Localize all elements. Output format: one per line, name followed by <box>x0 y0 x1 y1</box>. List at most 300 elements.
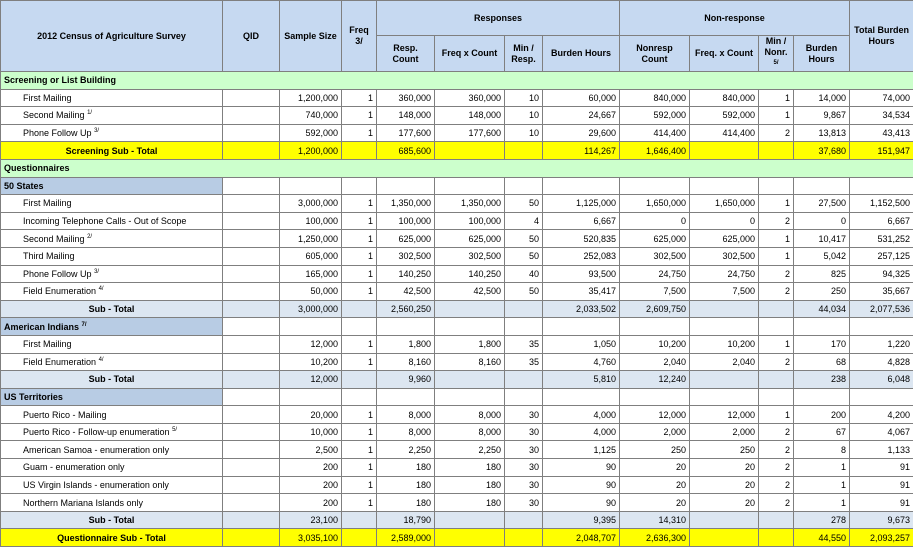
row-label <box>1 371 223 389</box>
value-cell: 180 <box>377 459 435 477</box>
value-cell <box>435 529 505 547</box>
section-label: 50 States <box>4 180 44 191</box>
value-cell: 91 <box>850 459 913 477</box>
value-cell: 30 <box>505 423 543 441</box>
footnote-ref: 3/ <box>94 128 100 135</box>
empty-cell <box>223 177 280 195</box>
value-cell: 7,500 <box>620 283 690 301</box>
value-cell: 12,000 <box>280 371 342 389</box>
value-cell: 90 <box>543 459 620 477</box>
value-cell: 180 <box>435 494 505 512</box>
value-cell <box>759 142 794 160</box>
table-row <box>1 335 913 353</box>
value-cell: 9,867 <box>794 107 850 125</box>
section-header <box>1 388 223 406</box>
value-cell <box>690 529 759 547</box>
value-cell: 1,125 <box>543 441 620 459</box>
qid-cell <box>223 406 280 424</box>
empty-cell <box>759 177 794 195</box>
row-label-text: First Mailing <box>23 339 72 350</box>
table-row <box>1 159 913 177</box>
empty-cell <box>280 318 342 336</box>
value-cell: 10,200 <box>690 335 759 353</box>
empty-cell <box>435 388 505 406</box>
value-cell: 12,000 <box>280 335 342 353</box>
value-cell: 1 <box>342 107 377 125</box>
qid-cell <box>223 300 280 318</box>
footnote-ref: 7/ <box>81 321 87 328</box>
value-cell: 2,040 <box>620 353 690 371</box>
value-cell: 151,947 <box>850 142 913 160</box>
value-cell: 148,000 <box>377 107 435 125</box>
value-cell: 2 <box>759 494 794 512</box>
value-cell: 200 <box>280 476 342 494</box>
row-label-text: First Mailing <box>23 198 72 209</box>
value-cell: 90 <box>543 494 620 512</box>
value-cell: 35 <box>505 353 543 371</box>
empty-cell <box>690 177 759 195</box>
value-cell: 2,077,536 <box>850 300 913 318</box>
value-cell: 1,650,000 <box>690 195 759 213</box>
value-cell: 90 <box>543 476 620 494</box>
band-header: Screening or List Building <box>1 72 913 90</box>
value-cell: 1 <box>342 459 377 477</box>
row-label <box>1 353 223 371</box>
row-label <box>1 494 223 512</box>
value-cell <box>505 142 543 160</box>
value-cell: 1 <box>759 89 794 107</box>
value-cell: 1 <box>794 476 850 494</box>
value-cell: 625,000 <box>690 230 759 248</box>
value-cell: 140,250 <box>377 265 435 283</box>
qid-cell <box>223 335 280 353</box>
table-row <box>1 300 913 318</box>
value-cell: 531,252 <box>850 230 913 248</box>
value-cell: 27,500 <box>794 195 850 213</box>
col-header-qid: QID <box>223 1 280 72</box>
row-label <box>1 283 223 301</box>
value-cell: 24,750 <box>690 265 759 283</box>
footnote-ref: 2/ <box>87 233 93 240</box>
empty-cell <box>794 388 850 406</box>
value-cell <box>505 529 543 547</box>
value-cell: 1,200,000 <box>280 142 342 160</box>
empty-cell <box>690 388 759 406</box>
value-cell <box>759 511 794 529</box>
value-cell: 10,000 <box>280 423 342 441</box>
row-label <box>1 476 223 494</box>
value-cell: 30 <box>505 494 543 512</box>
value-cell: 2 <box>759 441 794 459</box>
value-cell: 2 <box>759 476 794 494</box>
value-cell: 10,200 <box>280 353 342 371</box>
value-cell: 1,152,500 <box>850 195 913 213</box>
value-cell: 1,250,000 <box>280 230 342 248</box>
qid-cell <box>223 476 280 494</box>
row-label-text: Sub - Total <box>88 374 135 385</box>
value-cell: 2,250 <box>435 441 505 459</box>
value-cell: 30 <box>505 459 543 477</box>
value-cell <box>759 300 794 318</box>
value-cell: 2,048,707 <box>543 529 620 547</box>
value-cell: 35,417 <box>543 283 620 301</box>
value-cell: 8,000 <box>435 423 505 441</box>
value-cell: 3,035,100 <box>280 529 342 547</box>
empty-cell <box>794 177 850 195</box>
value-cell: 257,125 <box>850 247 913 265</box>
row-label-text: First Mailing <box>23 92 72 103</box>
row-label <box>1 335 223 353</box>
value-cell <box>342 511 377 529</box>
value-cell: 1 <box>342 335 377 353</box>
value-cell: 44,550 <box>794 529 850 547</box>
row-label-text: Phone Follow Up <box>23 128 92 139</box>
value-cell: 14,310 <box>620 511 690 529</box>
value-cell: 1,125,000 <box>543 195 620 213</box>
row-label-text: Puerto Rico - Mailing <box>23 409 107 420</box>
row-label-text: American Samoa - enumeration only <box>23 444 170 455</box>
value-cell: 1 <box>342 353 377 371</box>
empty-cell <box>543 177 620 195</box>
value-cell: 6,667 <box>850 212 913 230</box>
table-row <box>1 476 913 494</box>
value-cell: 238 <box>794 371 850 389</box>
value-cell: 4,760 <box>543 353 620 371</box>
value-cell <box>690 371 759 389</box>
value-cell: 50 <box>505 230 543 248</box>
row-label-text: Field Enumeration <box>23 356 97 367</box>
value-cell: 302,500 <box>435 247 505 265</box>
table-row <box>1 441 913 459</box>
value-cell: 1 <box>342 212 377 230</box>
value-cell: 20 <box>690 459 759 477</box>
value-cell: 2,636,300 <box>620 529 690 547</box>
qid-cell <box>223 89 280 107</box>
value-cell: 37,680 <box>794 142 850 160</box>
value-cell: 1 <box>342 195 377 213</box>
value-cell: 24,750 <box>620 265 690 283</box>
value-cell: 1 <box>342 494 377 512</box>
value-cell: 592,000 <box>620 107 690 125</box>
empty-cell <box>377 388 435 406</box>
value-cell: 1,350,000 <box>377 195 435 213</box>
qid-cell <box>223 230 280 248</box>
row-label-text: Northern Mariana Islands only <box>23 497 144 508</box>
value-cell: 1,650,000 <box>620 195 690 213</box>
value-cell: 1,800 <box>435 335 505 353</box>
value-cell: 2 <box>759 212 794 230</box>
qid-cell <box>223 283 280 301</box>
value-cell: 0 <box>620 212 690 230</box>
row-label <box>1 265 223 283</box>
value-cell: 825 <box>794 265 850 283</box>
value-cell: 20 <box>690 494 759 512</box>
table-row <box>1 353 913 371</box>
value-cell: 0 <box>690 212 759 230</box>
footnote-ref: 1/ <box>87 110 93 117</box>
value-cell: 91 <box>850 476 913 494</box>
col-header-freq-x-count-nr: Freq. x Count <box>690 36 759 72</box>
empty-cell <box>377 318 435 336</box>
value-cell: 0 <box>794 212 850 230</box>
value-cell <box>342 529 377 547</box>
value-cell: 4,000 <box>543 406 620 424</box>
value-cell: 42,500 <box>377 283 435 301</box>
value-cell: 1,350,000 <box>435 195 505 213</box>
value-cell: 2,609,750 <box>620 300 690 318</box>
value-cell: 35 <box>505 335 543 353</box>
value-cell: 2,040 <box>690 353 759 371</box>
value-cell: 360,000 <box>377 89 435 107</box>
empty-cell <box>505 388 543 406</box>
row-label <box>1 107 223 125</box>
col-header-survey: 2012 Census of Agriculture Survey <box>1 1 223 72</box>
col-header-nonresp-count: Nonresp Count <box>620 36 690 72</box>
qid-cell <box>223 371 280 389</box>
section-label: US Territories <box>4 391 63 402</box>
value-cell: 10 <box>505 89 543 107</box>
empty-cell <box>620 388 690 406</box>
value-cell: 520,835 <box>543 230 620 248</box>
value-cell: 40 <box>505 265 543 283</box>
qid-cell <box>223 107 280 125</box>
table-row <box>1 230 913 248</box>
row-label <box>1 212 223 230</box>
value-cell: 20 <box>690 476 759 494</box>
qid-cell <box>223 247 280 265</box>
table-row <box>1 283 913 301</box>
value-cell: 8,000 <box>377 406 435 424</box>
value-cell: 302,500 <box>690 247 759 265</box>
value-cell: 2 <box>759 423 794 441</box>
qid-cell <box>223 459 280 477</box>
value-cell: 360,000 <box>435 89 505 107</box>
empty-cell <box>620 318 690 336</box>
value-cell: 7,500 <box>690 283 759 301</box>
value-cell: 250 <box>794 283 850 301</box>
value-cell: 592,000 <box>280 124 342 142</box>
value-cell: 12,240 <box>620 371 690 389</box>
value-cell: 605,000 <box>280 247 342 265</box>
value-cell <box>435 300 505 318</box>
empty-cell <box>759 318 794 336</box>
value-cell: 740,000 <box>280 107 342 125</box>
empty-cell <box>850 388 913 406</box>
value-cell: 20 <box>620 494 690 512</box>
value-cell: 252,083 <box>543 247 620 265</box>
table-row <box>1 177 913 195</box>
value-cell: 1,220 <box>850 335 913 353</box>
value-cell: 1,050 <box>543 335 620 353</box>
table-row <box>1 511 913 529</box>
qid-cell <box>223 124 280 142</box>
value-cell: 18,790 <box>377 511 435 529</box>
value-cell: 50 <box>505 283 543 301</box>
value-cell <box>435 142 505 160</box>
value-cell: 2,250 <box>377 441 435 459</box>
value-cell: 114,267 <box>543 142 620 160</box>
value-cell: 20,000 <box>280 406 342 424</box>
row-label-text: Phone Follow Up <box>23 268 92 279</box>
value-cell <box>342 142 377 160</box>
value-cell: 1 <box>342 247 377 265</box>
value-cell: 1 <box>794 459 850 477</box>
value-cell: 29,600 <box>543 124 620 142</box>
value-cell: 250 <box>620 441 690 459</box>
value-cell: 10,200 <box>620 335 690 353</box>
qid-cell <box>223 353 280 371</box>
table-row <box>1 371 913 389</box>
value-cell: 200 <box>280 494 342 512</box>
empty-cell <box>794 318 850 336</box>
row-label <box>1 459 223 477</box>
row-label-text: US Virgin Islands - enumeration only <box>23 479 169 490</box>
value-cell: 74,000 <box>850 89 913 107</box>
value-cell: 12,000 <box>620 406 690 424</box>
row-label-text: Sub - Total <box>88 515 135 526</box>
footnote-ref: 3/ <box>94 268 100 275</box>
empty-cell <box>435 177 505 195</box>
table-row <box>1 124 913 142</box>
col-header-sample: Sample Size <box>280 1 342 72</box>
row-label-text: Third Mailing <box>23 251 75 262</box>
empty-cell <box>850 177 913 195</box>
value-cell: 625,000 <box>377 230 435 248</box>
value-cell: 3,000,000 <box>280 300 342 318</box>
qid-cell <box>223 212 280 230</box>
value-cell: 1,133 <box>850 441 913 459</box>
row-label <box>1 89 223 107</box>
empty-cell <box>342 388 377 406</box>
value-cell: 10 <box>505 124 543 142</box>
value-cell: 2,000 <box>690 423 759 441</box>
value-cell: 170 <box>794 335 850 353</box>
row-label-text: Guam - enumeration only <box>23 462 125 473</box>
table-row <box>1 423 913 441</box>
value-cell: 68 <box>794 353 850 371</box>
value-cell: 1 <box>342 89 377 107</box>
row-label <box>1 124 223 142</box>
value-cell: 1 <box>342 124 377 142</box>
value-cell: 35,667 <box>850 283 913 301</box>
value-cell <box>505 300 543 318</box>
value-cell: 2,560,250 <box>377 300 435 318</box>
empty-cell <box>377 177 435 195</box>
value-cell: 4,200 <box>850 406 913 424</box>
row-label <box>1 142 223 160</box>
value-cell: 3,000,000 <box>280 195 342 213</box>
value-cell: 100,000 <box>435 212 505 230</box>
table-row <box>1 142 913 160</box>
row-label <box>1 230 223 248</box>
qid-cell <box>223 511 280 529</box>
value-cell <box>690 300 759 318</box>
value-cell: 2,589,000 <box>377 529 435 547</box>
col-header-nonresponse: Non-response <box>620 1 850 36</box>
value-cell: 93,500 <box>543 265 620 283</box>
row-label <box>1 441 223 459</box>
empty-cell <box>620 177 690 195</box>
table-row <box>1 459 913 477</box>
value-cell: 100,000 <box>280 212 342 230</box>
table-row <box>1 72 913 90</box>
table-row <box>1 318 913 336</box>
qid-cell <box>223 423 280 441</box>
row-label-text: Second Mailing <box>23 233 85 244</box>
value-cell: 30 <box>505 406 543 424</box>
value-cell: 302,500 <box>377 247 435 265</box>
row-label-text: Questionnaire Sub - Total <box>57 532 166 543</box>
value-cell <box>690 142 759 160</box>
row-label-text: Incoming Telephone Calls - Out of Scope <box>23 216 187 227</box>
value-cell: 1 <box>342 230 377 248</box>
row-label-text: Sub - Total <box>88 304 135 315</box>
value-cell: 1 <box>342 283 377 301</box>
value-cell: 2 <box>759 283 794 301</box>
table-row <box>1 406 913 424</box>
value-cell: 1 <box>759 195 794 213</box>
table-row <box>1 529 913 547</box>
qid-cell <box>223 494 280 512</box>
value-cell: 14,000 <box>794 89 850 107</box>
value-cell: 5,810 <box>543 371 620 389</box>
table-row <box>1 265 913 283</box>
footnote-ref: 4/ <box>98 356 104 363</box>
band-header: Questionnaires <box>1 159 913 177</box>
table-row <box>1 89 913 107</box>
value-cell: 165,000 <box>280 265 342 283</box>
value-cell: 1 <box>342 265 377 283</box>
value-cell <box>342 371 377 389</box>
value-cell: 1,646,400 <box>620 142 690 160</box>
value-cell: 840,000 <box>690 89 759 107</box>
value-cell: 50 <box>505 247 543 265</box>
value-cell: 1 <box>759 230 794 248</box>
row-label <box>1 529 223 547</box>
value-cell: 23,100 <box>280 511 342 529</box>
qid-cell <box>223 142 280 160</box>
value-cell <box>435 511 505 529</box>
value-cell: 278 <box>794 511 850 529</box>
value-cell: 302,500 <box>620 247 690 265</box>
value-cell: 4,828 <box>850 353 913 371</box>
value-cell: 177,600 <box>435 124 505 142</box>
value-cell: 42,500 <box>435 283 505 301</box>
section-label: American Indians <box>4 321 80 332</box>
value-cell: 1,200,000 <box>280 89 342 107</box>
value-cell: 4,067 <box>850 423 913 441</box>
value-cell: 2,500 <box>280 441 342 459</box>
value-cell: 2,033,502 <box>543 300 620 318</box>
value-cell: 67 <box>794 423 850 441</box>
value-cell <box>435 371 505 389</box>
table-row <box>1 494 913 512</box>
value-cell: 30 <box>505 441 543 459</box>
value-cell: 44,034 <box>794 300 850 318</box>
col-header-responses: Responses <box>377 1 620 36</box>
value-cell: 9,673 <box>850 511 913 529</box>
value-cell: 1 <box>759 247 794 265</box>
value-cell: 20 <box>620 476 690 494</box>
empty-cell <box>759 388 794 406</box>
value-cell <box>505 511 543 529</box>
empty-cell <box>280 388 342 406</box>
value-cell: 2 <box>759 124 794 142</box>
value-cell: 2 <box>759 353 794 371</box>
table-row <box>1 107 913 125</box>
value-cell: 1 <box>794 494 850 512</box>
section-header <box>1 177 223 195</box>
